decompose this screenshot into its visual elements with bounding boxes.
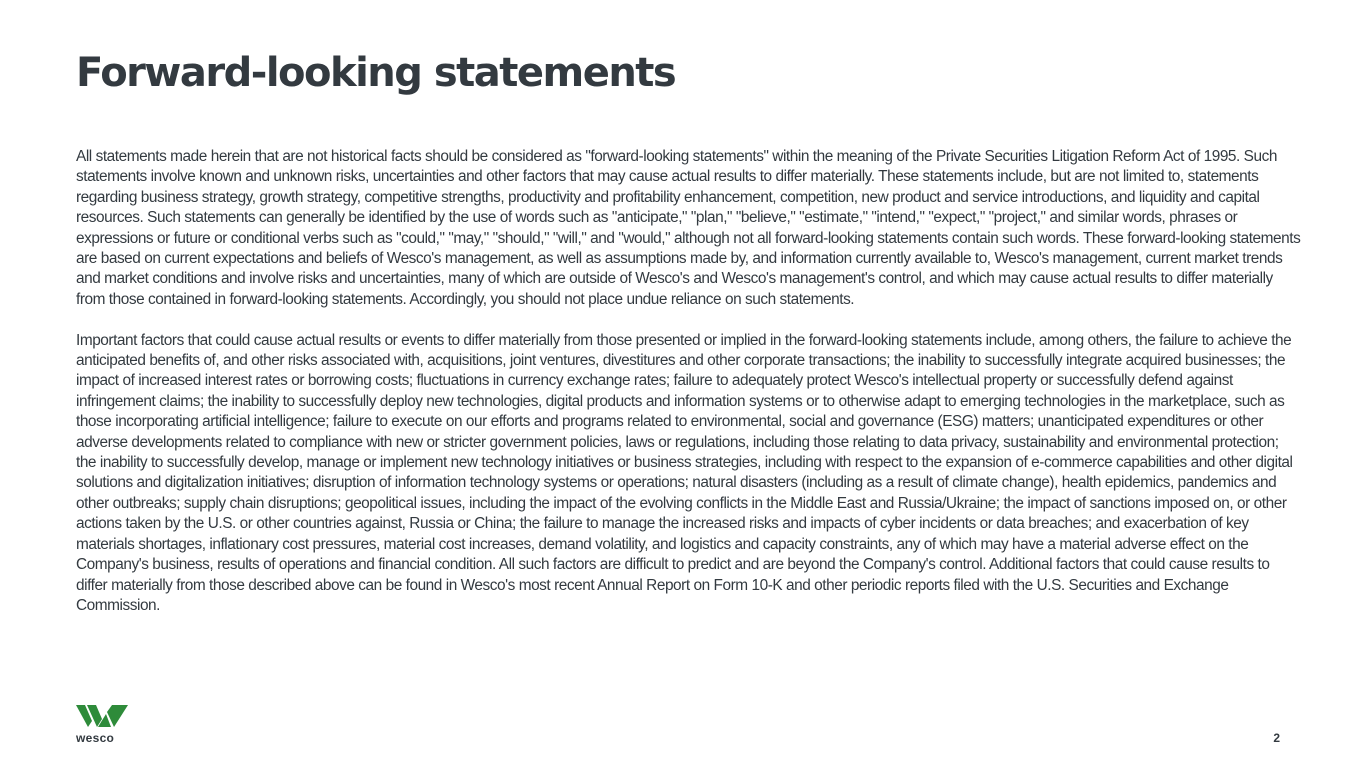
wesco-w-logo-icon	[76, 704, 128, 728]
body-paragraph-forward-looking: All statements made herein that are not historical facts should be considered as "forward-looking statements" within the meaning of the Private Securities Litigation Reform Act of 1995. Such statements involve known and unknown risks, uncertainties and other factors that may cause actual results to differ materially. These statements include, but are not limited to, statements regarding business strategy, growth strategy, competitive strengths, productivity and profitability enhancement, competition, new product and service introductions, and liquidity and capital resources. Such statements can generally be identified by the use of words such as "anticipate," "plan," "believe," "estimate," "intend," "expect," "project," and similar words, phrases or expressions or future or conditional verbs such as "could," "may," "should," "will," and "would," although not all forward-looking statements contain such words. These forward-looking statements are based on current expectations and beliefs of Wesco's management, as well as assumptions made by, and information currently available to, Wesco's management, current market trends and market conditions and involve risks and uncertainties, many of which are outside of Wesco's and Wesco's management's control, and which may cause actual results to differ materially from those contained in forward-looking statements. Accordingly, you should not place undue reliance on such statements.	[76, 148, 1301, 308]
page-number: 2	[1273, 731, 1280, 745]
wesco-wordmark: wesco	[76, 731, 115, 745]
slide-body	[76, 147, 1302, 637]
body-paragraph-important-factors: Important factors that could cause actual results or events to differ materially from those presented or implied in the forward-looking statements include, among others, the failure to achieve the anticipated benefits of, and other risks associated with, acquisitions, joint ventures, divestitures and other corporate transactions; the inability to successfully integrate acquired businesses; the impact of increased interest rates or borrowing costs; fluctuations in currency exchange rates; failure to adequately protect Wesco's intellectual property or successfully defend against infringement claims; the inability to successfully deploy new technologies, digital products and information systems or to otherwise adapt to emerging technologies in the marketplace, such as those incorporating artificial intelligence; failure to execute on our efforts and programs related to environmental, social and governance (ESG) matters; unanticipated expenditures or other adverse developments related to compliance with new or stricter government policies, laws or regulations, including those relating to data privacy, sustainability and environmental protection; the inability to successfully develop, manage or implement new technology initiatives or business strategies, including with respect to the expansion of e-commerce capabilities and other digital solutions and digitalization initiatives; disruption of information technology systems or operations; natural disasters (including as a result of climate change), health epidemics, pandemics and other outbreaks; supply chain disruptions; geopolitical issues, including the impact of the evolving conflicts in the Middle East and Russia/Ukraine; the impact of sanctions imposed on, or other actions taken by the U.S. or other countries against, Russia or China; the failure to manage the increased risks and impacts of cyber incidents or data breaches; and exacerbation of key materials shortages, inflationary cost pressures, material cost increases, demand volatility, and logistics and capacity constraints, any of which may have a material adverse effect on the Company's business, results of operations and financial condition. All such factors are difficult to predict and are beyond the Company's control. Additional factors that could cause results to differ materially from those described above can be found in Wesco's most recent Annual Report on Form 10-K and other periodic reports filed with the U.S. Securities and Exchange Commission.	[76, 331, 1293, 614]
slide-title: Forward-looking statements	[76, 50, 676, 96]
wesco-logo	[76, 704, 130, 746]
